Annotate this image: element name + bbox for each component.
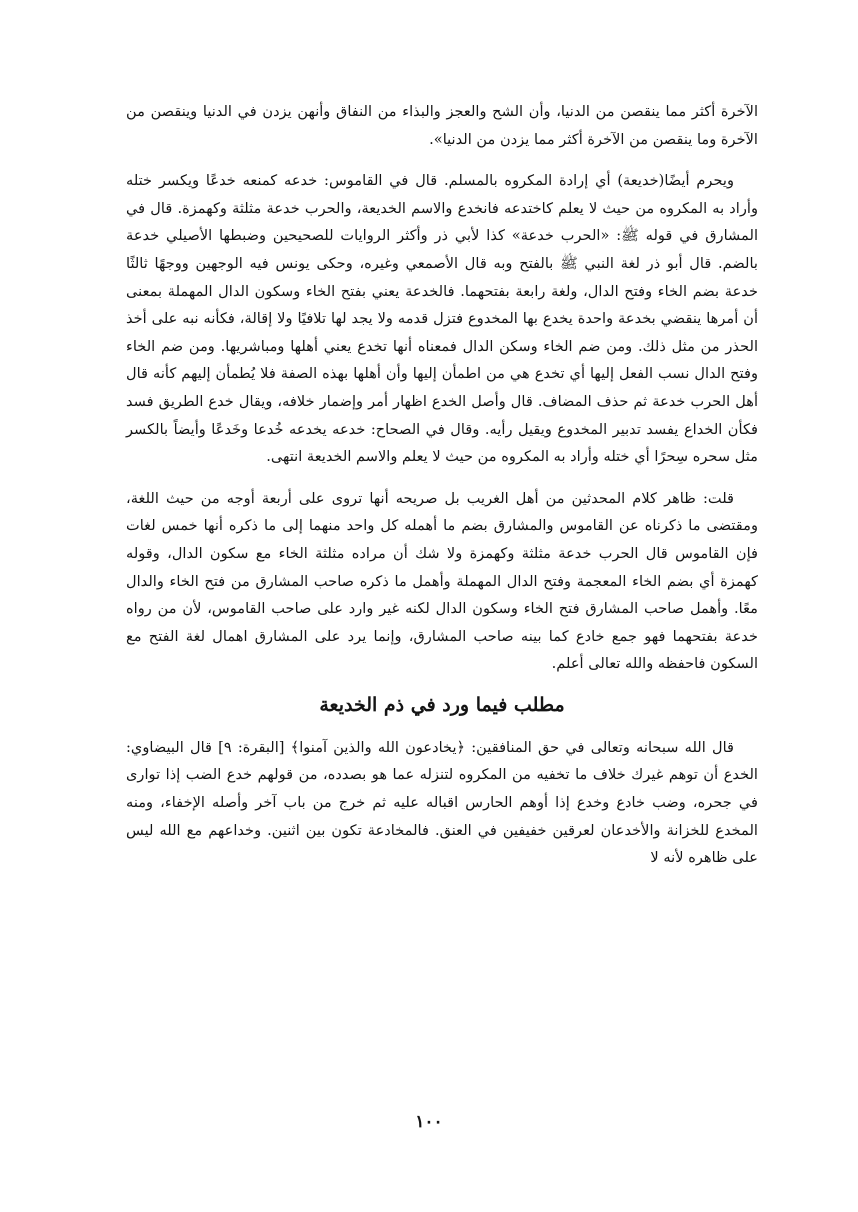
paragraph-deception-definition: ويحرم أيضًا(خديعة) أي إرادة المكروه بالمسلم. قال في القاموس: خدعه كمنعه خدعًا ويكسر ختله وأراد به المكروه من حيث لا يعلم كاختدعه فانخدع والاسم الخديعة، والحرب خدعة مثلثة وكهمزة. قال في المشارق في قوله ﷺ: «الحرب خدعة» كذا لأبي ذر وأكثر الروايات للصحيحين وضبطها الأصيلي خدعة بالضم. قال أبو ذر لغة النبي ﷺ بالفتح وبه قال الأصمعي وغيره، وحكى يونس فيه الوجهين ووجهًا ثالثًا خدعة بضم الخاء وفتح الدال، ولغة رابعة بفتحهما. فالخدعة يعني بفتح الخاء وسكون الدال المهملة بمعنى أن أمرها ينقضي بخدعة واحدة يخدع بها المخدوع فتزل قدمه ولا يجد لها تلافيًا ولا إقالة، فكأنه نبه على أخذ الحذر من مثل ذلك. ومن ضم الخاء وسكن الدال فمعناه أنها تخدع يعني أهلها ومباشريها. ومن ضم الخاء وفتح الدال نسب الفعل إليها أي تخدع هي من اطمأن إليها وأن أهلها بهذه الصفة فلا يُطمأن إليهم كأنه قال أهل الحرب خدعة ثم حذف المضاف. قال وأصل الخدع اظهار أمر وإضمار خلافه، ويقال خدع الطريق فسد فكأن الخداع يفسد تدبير المخدوع ويقيل رأيه. وقال في الصحاح: خدعه يخدعه خُدعا وخَدعًا وأيضاً بالكسر مثل سحره سِحرًا أي ختله وأراد به المكروه من حيث لا يعلم والاسم الخديعة انتهى. xyxy=(126,172,758,466)
paragraph-author-note: قلت: ظاهر كلام المحدثين من أهل الغريب بل صريحه أنها تروى على أربعة أوجه من حيث اللغة، ومقتضى ما ذكرناه عن القاموس والمشارق بضم ما أهمله كل واحد منهما إلى ما ذكره أنها خمس لغات فإن القاموس قال الحرب خدعة مثلثة وكهمزة ولا شك أن مراده مثلثة الخاء مع سكون الدال، وقوله كهمزة أي بضم الخاء المعجمة وفتح الدال المهملة وأهمل ما ذكره صاحب المشارق من فتح الخاء والدال معًا. وأهمل صاحب المشارق فتح الخاء وسكون الدال لكنه غير وارد على صاحب القاموس، لأن من رواه خدعة بفتحهما فهو جمع خادع كما بينه صاحب المشارق، وإنما يرد على المشارق اهمال لغة الفتح مع السكون فاحفظه والله تعالى أعلم. xyxy=(126,489,758,673)
paragraph-continuation: الآخرة أكثر مما ينقصن من الدنيا، وأن الشح والعجز والبذاء من النفاق وأنهن يزدن في الدنيا وينقصن من الآخرة وما ينقصن من الآخرة أكثر مما يزدن من الدنيا». xyxy=(126,103,758,148)
page-number: ١٠٠ xyxy=(415,1112,443,1132)
page-body xyxy=(126,98,758,872)
section-heading: مطلب فيما ورد في ذم الخديعة xyxy=(319,693,565,716)
paragraph-quran-verse: قال الله سبحانه وتعالى في حق المنافقين: ﴿يخادعون الله والذين آمنوا﴾ [البقرة: ٩] قال البيضاوي: الخدع أن توهم غيرك خلاف ما تخفيه من المكروه لتنزله عما هو بصدده، من قولهم خدع الضب إذا توارى في جحره، وضب خادع وخدع إذا أوهم الحارس اقباله عليه ثم خرج من باب آخر وأصله الإخفاء، ومنه المخدع للخزانة والأخدعان لعرقين خفيفين في العنق. فالمخادعة تكون بين اثنين. وخداعهم مع الله ليس على ظاهره لأنه لا xyxy=(126,738,758,867)
